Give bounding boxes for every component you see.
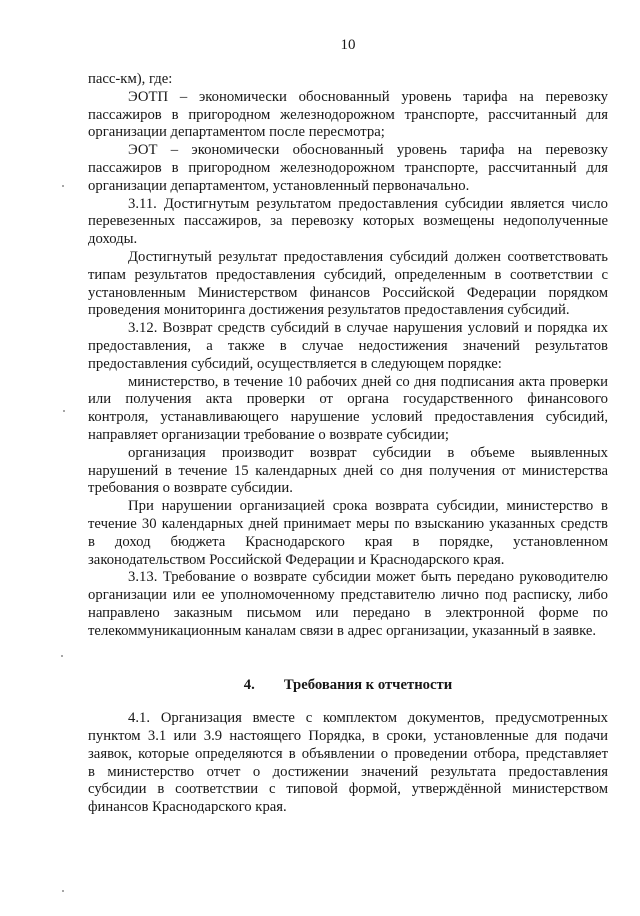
text-line: требования о возврате субсидии.: [88, 480, 293, 497]
text-line: организация производит возврат субсидии в объеме выявленных: [128, 444, 608, 461]
text-line: организации или ее уполномоченному представителю лично под расписку, либо: [88, 587, 608, 604]
text-line: в доход бюджета Краснодарского края в порядке, установленном: [88, 533, 608, 550]
document-body: [88, 71, 608, 817]
text-line: течение 30 календарных дней принимает меры по взысканию указанных средств: [88, 515, 608, 532]
section-heading: [88, 677, 608, 695]
page-number: 10: [340, 37, 356, 53]
text-line: 4.1. Организация вместе с комплектом документов, предусмотренных: [128, 710, 608, 727]
text-line: Достигнутый результат предоставления субсидий должен соответствовать: [128, 248, 608, 265]
text-line: 3.11. Достигнутым результатом предоставления субсидии является число: [128, 195, 608, 212]
text-line: нарушений в течение 15 календарных дней со дня получения от министерства: [88, 462, 608, 479]
scan-mark: [62, 890, 64, 892]
text-line: или получения акта проверки от органа государственного финансового: [88, 391, 608, 408]
text-line: типам результатов предоставления субсидий, определенным в соответствии с: [88, 266, 608, 283]
paragraph-intro: [88, 71, 608, 89]
text-line: предоставления, а также в случае недостижения значений результатов: [88, 337, 608, 354]
text-line: пасс-км), где:: [88, 71, 173, 87]
text-line: перевезенных пассажиров, за перевозку которых возмещены недополученные: [88, 213, 608, 230]
text-line: заявок, которые определяются в объявлении о проведении отбора, представляет: [88, 745, 608, 762]
text-line: организации департаментом после пересмотра;: [88, 124, 385, 141]
text-line: 3.13. Требование о возврате субсидии может быть передано руководителю: [128, 569, 608, 586]
text-line: в министерство отчет о достижении значений результата предоставления: [88, 763, 608, 780]
text-line: ЭОТП – экономически обоснованный уровень тарифа на перевозку: [128, 88, 608, 105]
paragraph-3-13: [88, 569, 608, 640]
section-title: Требования к отчетности: [283, 676, 453, 693]
text-line: министерство, в течение 10 рабочих дней со дня подписания акта проверки: [128, 373, 608, 390]
section-number: 4.: [243, 676, 255, 693]
text-line: При нарушении организацией срока возврата субсидии, министерство в: [128, 498, 608, 515]
paragraph-violation: [88, 498, 608, 569]
text-line: пунктом 3.1 или 3.9 настоящего Порядка, в сроки, установленные для подачи: [88, 728, 608, 745]
paragraph-eotp-definition: [88, 89, 608, 142]
text-line: телекоммуникационным каналам связи в адрес организации, указанный в заявке.: [88, 622, 597, 639]
text-line: направляет организации требование о возврате субсидии;: [88, 426, 449, 443]
text-line: законодательством Российской Федерации и Краснодарского края.: [88, 551, 505, 568]
paragraph-4-1: [88, 710, 608, 817]
text-line: предоставления субсидий, осуществляется в следующем порядке:: [88, 355, 502, 372]
paragraph-result: [88, 249, 608, 320]
scan-mark: [63, 410, 65, 412]
text-line: пассажиров в пригородном железнодорожном транспорте, рассчитанный для: [88, 106, 608, 123]
paragraph-organization: [88, 445, 608, 498]
text-line: контроля, устанавливающего нарушение условий предоставления субсидий,: [88, 409, 608, 426]
text-line: пассажиров в пригородном железнодорожном транспорте, рассчитанный для: [88, 159, 608, 176]
scan-mark: [62, 185, 64, 187]
text-line: 3.12. Возврат средств субсидий в случае нарушения условий и порядка их: [128, 320, 608, 337]
paragraph-3-12: [88, 320, 608, 373]
text-line: ЭОТ – экономически обоснованный уровень тарифа на перевозку: [128, 142, 608, 159]
text-line: направлено заказным письмом или передано в электронной форме по: [88, 604, 608, 621]
text-line: субсидии в соответствии с типовой формой, утверждённой министерством: [88, 781, 608, 798]
scan-mark: [61, 655, 63, 657]
text-line: установленным Министерством финансов Российской Федерации порядком: [88, 284, 608, 301]
text-line: организации департаментом, установленный первоначально.: [88, 177, 470, 194]
text-line: доходы.: [88, 231, 138, 248]
text-line: проведения мониторинга достижения результатов предоставления субсидий.: [88, 302, 570, 319]
paragraph-ministry: [88, 374, 608, 445]
paragraph-3-11: [88, 196, 608, 249]
text-line: финансов Краснодарского края.: [88, 799, 287, 816]
paragraph-eot-definition: [88, 142, 608, 195]
